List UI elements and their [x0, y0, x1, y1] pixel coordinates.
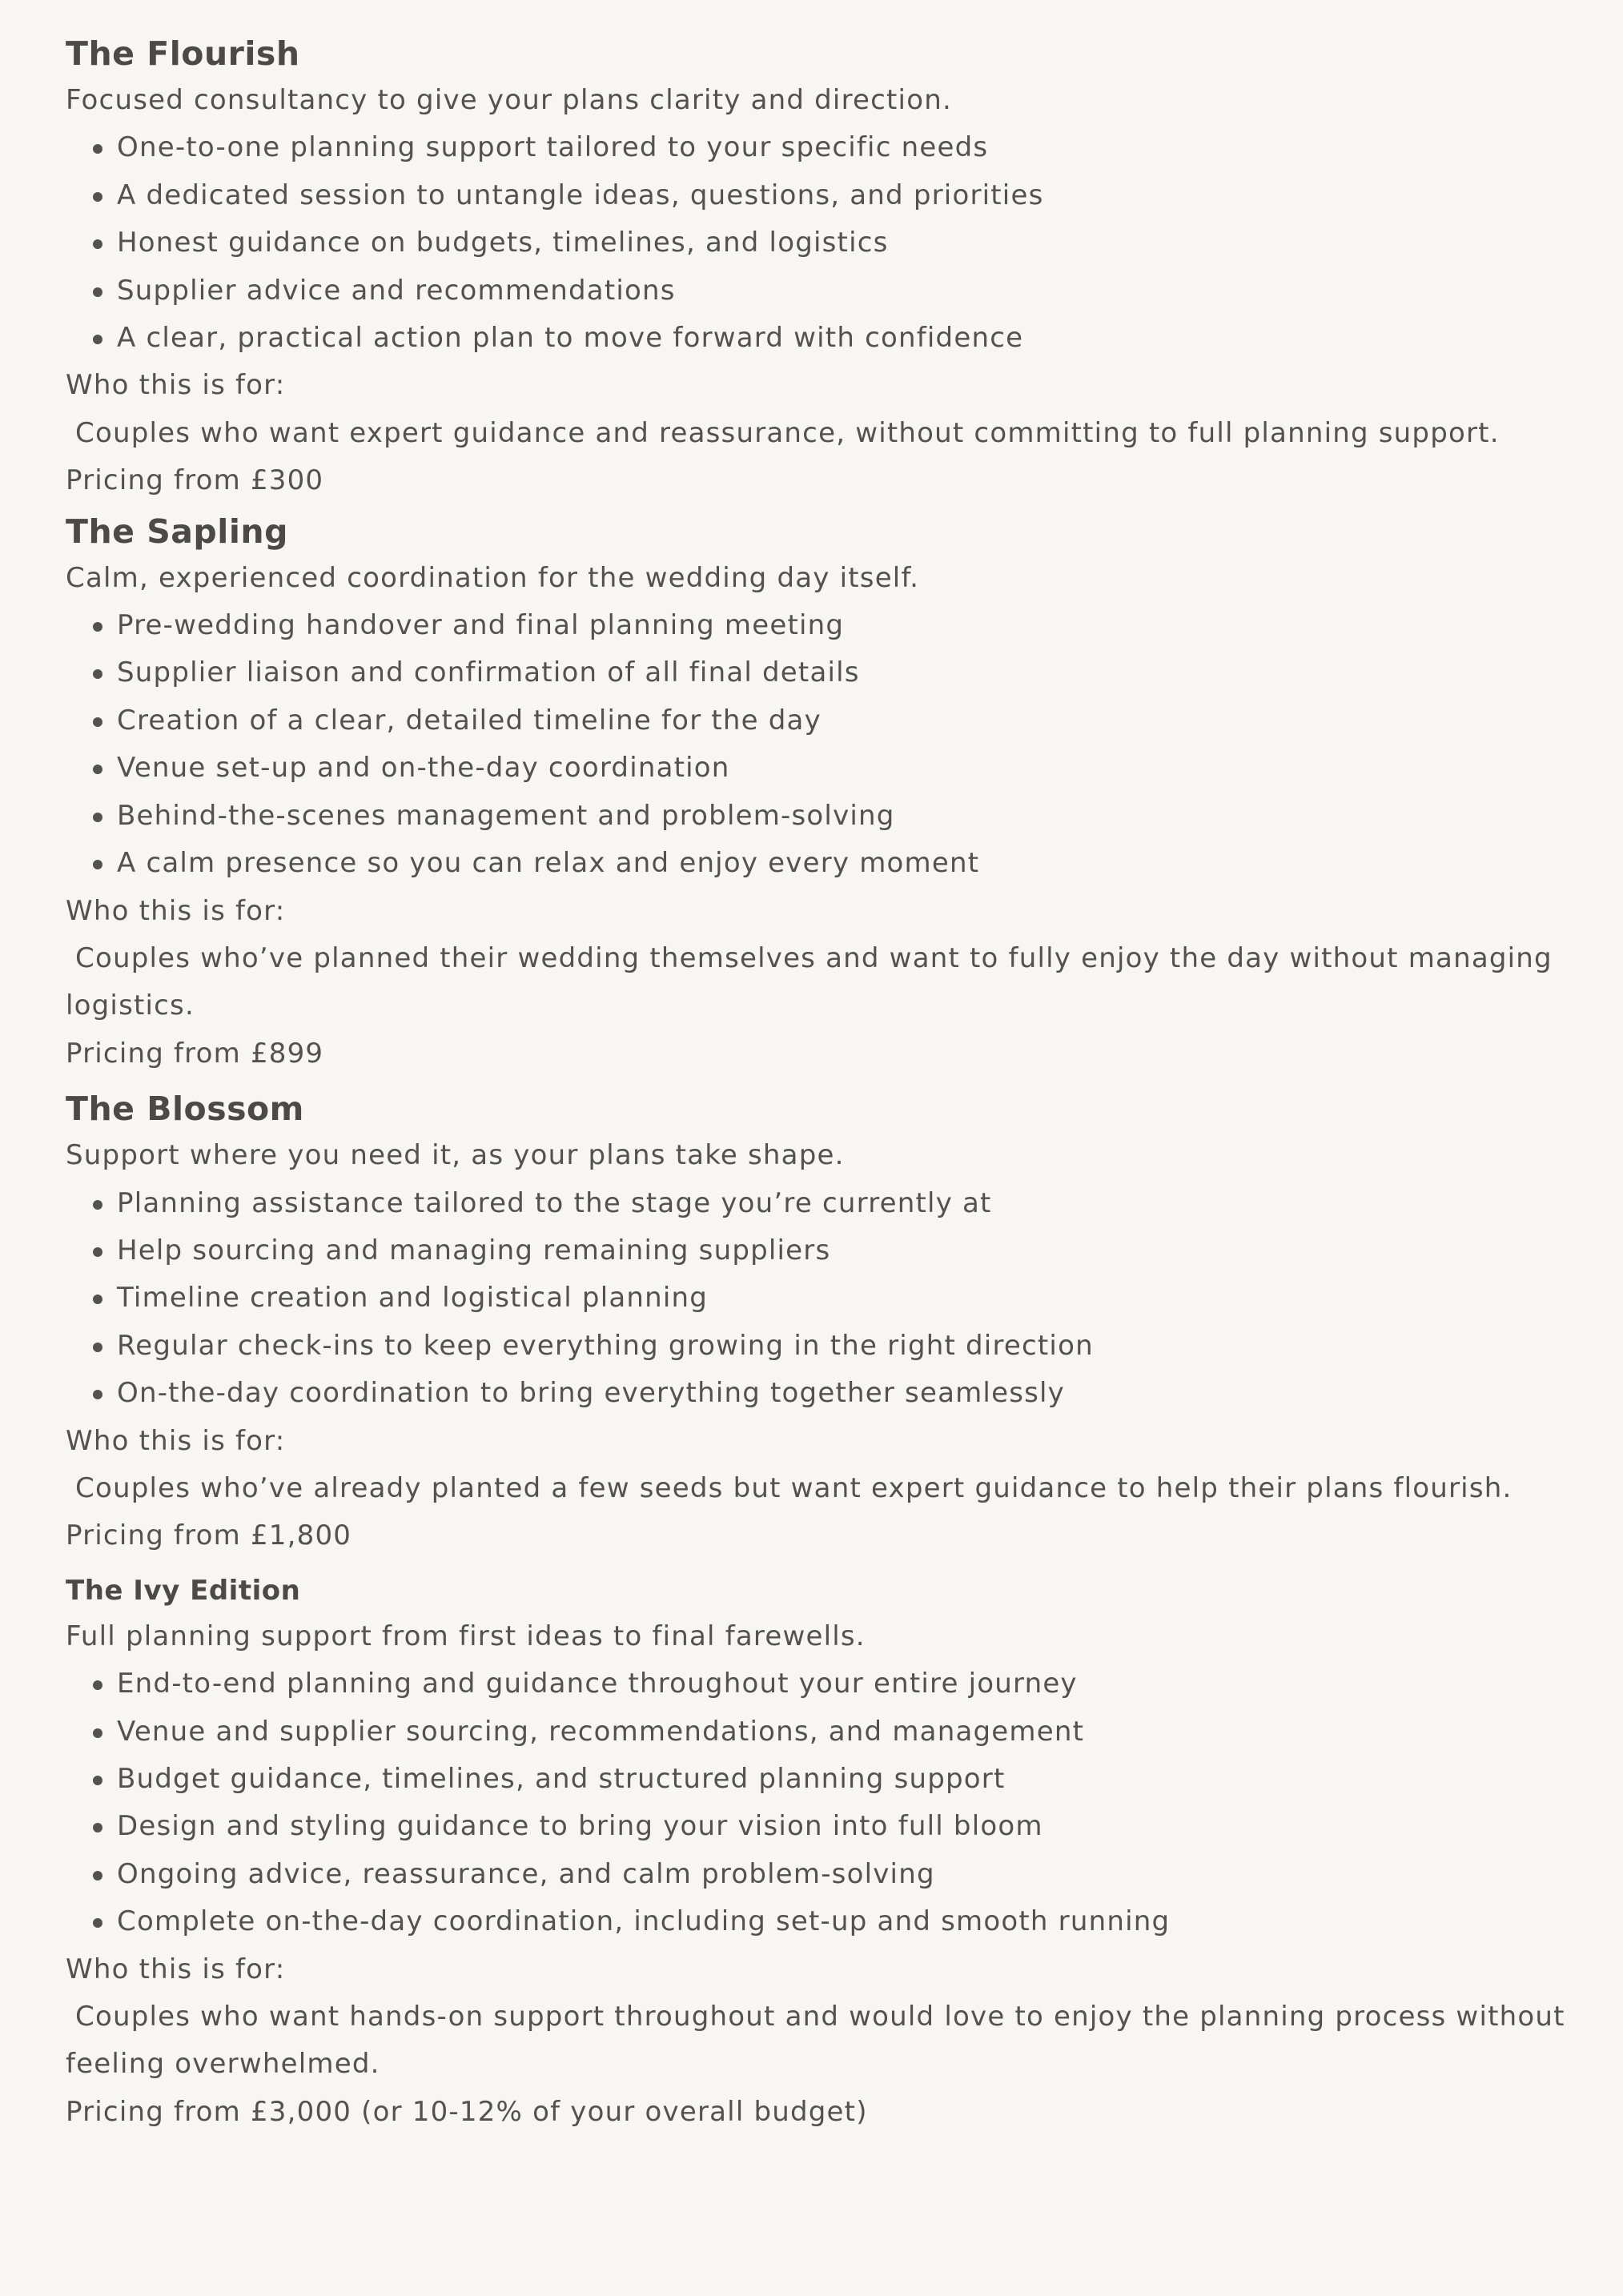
feature-item: A clear, practical action plan to move forward with confidence [93, 315, 1571, 362]
feature-item: A calm presence so you can relax and enjoy every moment [93, 840, 1571, 887]
who-text: Couples who want expert guidance and reassurance, without committing to full planning support. [66, 416, 1500, 449]
package-blossom [66, 1086, 1571, 1560]
feature-list [66, 602, 1571, 887]
package-intro: Support where you need it, as your plans take shape. [66, 1139, 845, 1172]
pricing: Pricing from £899 [66, 1037, 324, 1070]
feature-item: Honest guidance on budgets, timelines, and logistics [93, 219, 1571, 267]
who-text-line-1: Couples who’ve planned their wedding themselves and want to fully enjoy the day without managing [66, 941, 1553, 974]
who-text-line-2: feeling overwhelmed. [66, 2048, 380, 2081]
feature-item: Ongoing advice, reassurance, and calm problem-solving [93, 1851, 1571, 1898]
feature-item: Pre-wedding handover and final planning meeting [93, 602, 1571, 649]
package-title: The Ivy Edition [66, 1574, 301, 1607]
feature-list [66, 1660, 1571, 1945]
package-intro: Calm, experienced coordination for the wedding day itself. [66, 561, 920, 594]
who-label: Who this is for: [66, 1953, 286, 1985]
feature-item: Budget guidance, timelines, and structured planning support [93, 1756, 1571, 1803]
package-sapling [66, 508, 1571, 1078]
page-content [66, 30, 1571, 2136]
feature-item: Venue and supplier sourcing, recommendations, and management [93, 1708, 1571, 1756]
package-flourish [66, 30, 1571, 505]
feature-item: Behind-the-scenes management and problem-solving [93, 793, 1571, 840]
who-text: Couples who’ve already planted a few seeds but want expert guidance to help their plans flourish. [66, 1471, 1513, 1504]
package-ivy-edition [66, 1568, 1571, 2136]
feature-item: Design and styling guidance to bring your vision into full bloom [93, 1803, 1571, 1850]
package-title: The Sapling [66, 512, 288, 551]
who-label: Who this is for: [66, 1424, 286, 1457]
feature-item: Creation of a clear, detailed timeline for the day [93, 697, 1571, 745]
package-title: The Flourish [66, 34, 300, 73]
feature-item: One-to-one planning support tailored to your specific needs [93, 124, 1571, 171]
pricing: Pricing from £1,800 [66, 1519, 352, 1552]
feature-item: End-to-end planning and guidance throughout your entire journey [93, 1660, 1571, 1708]
feature-item: Timeline creation and logistical planning [93, 1274, 1571, 1322]
pricing: Pricing from £3,000 (or 10-12% of your overall budget) [66, 2095, 868, 2128]
feature-item: Venue set-up and on-the-day coordination [93, 745, 1571, 792]
feature-item: Help sourcing and managing remaining suppliers [93, 1227, 1571, 1274]
who-text-line-1: Couples who want hands-on support throughout and would love to enjoy the planning process without [66, 2001, 1565, 2033]
who-text-line-2: logistics. [66, 989, 195, 1022]
feature-item: Complete on-the-day coordination, including set-up and smooth running [93, 1898, 1571, 1945]
feature-list [66, 124, 1571, 362]
feature-list [66, 1180, 1571, 1418]
feature-item: Supplier advice and recommendations [93, 267, 1571, 315]
who-label: Who this is for: [66, 894, 286, 927]
feature-item: Regular check-ins to keep everything growing in the right direction [93, 1323, 1571, 1370]
who-label: Who this is for: [66, 369, 286, 402]
pricing: Pricing from £300 [66, 464, 324, 497]
feature-item: On-the-day coordination to bring everything together seamlessly [93, 1370, 1571, 1417]
feature-item: Planning assistance tailored to the stage you’re currently at [93, 1180, 1571, 1227]
feature-item: A dedicated session to untangle ideas, questions, and priorities [93, 172, 1571, 219]
feature-item: Supplier liaison and confirmation of all final details [93, 649, 1571, 696]
package-title: The Blossom [66, 1090, 304, 1129]
package-intro: Full planning support from first ideas to final farewells. [66, 1620, 866, 1652]
package-intro: Focused consultancy to give your plans clarity and direction. [66, 84, 952, 116]
